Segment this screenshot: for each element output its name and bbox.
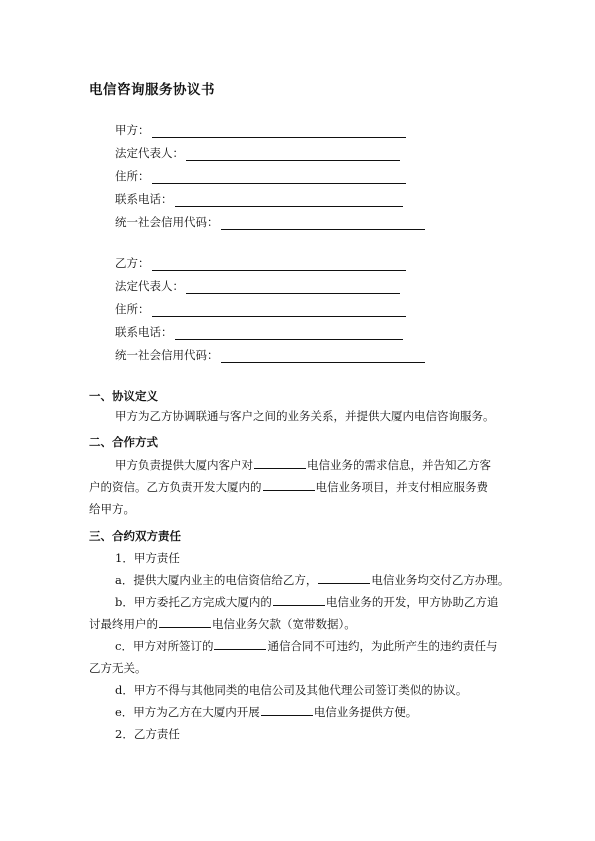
section3-heading: 三、合约双方责任 bbox=[89, 529, 181, 543]
section2-line2-a: 户的资信。乙方负责开发大厦内的 bbox=[89, 480, 262, 494]
party-b-address-label: 住所： bbox=[115, 302, 150, 316]
item-a-text-a: a．提供大厦内业主的电信资信给乙方， bbox=[115, 573, 318, 587]
party-a-address-blank[interactable] bbox=[152, 171, 406, 184]
document-title: 电信咨询服务协议书 bbox=[89, 82, 215, 98]
item-b1-text-b: 电信业务的开发，甲方协助乙方追 bbox=[325, 595, 499, 609]
party-b-address-blank[interactable] bbox=[152, 304, 406, 317]
party-a-rep-blank[interactable] bbox=[186, 148, 400, 161]
party-a-rep-field bbox=[115, 145, 400, 161]
section3-item-a bbox=[89, 569, 509, 591]
party-a-name-blank[interactable] bbox=[152, 125, 406, 138]
party-a-phone-blank[interactable] bbox=[175, 194, 403, 207]
section2-line1-b: 电信业务的需求信息，并告知乙方客 bbox=[307, 458, 491, 472]
section2-line2-b: 电信业务项目，并支付相应服务费 bbox=[315, 480, 488, 494]
party-a-address-label: 住所： bbox=[115, 169, 150, 183]
party-b-address-field bbox=[115, 301, 406, 317]
item-b2-text-b: 电信业务欠款（宽带数据）。 bbox=[212, 617, 356, 631]
section3-item-c-line1 bbox=[89, 635, 509, 657]
party-a-credit-label: 统一社会信用代码： bbox=[115, 215, 219, 229]
party-b-name-field bbox=[115, 255, 406, 271]
section3-sub1: 1．甲方责任 bbox=[115, 551, 180, 565]
section1-text: 甲方为乙方协调联通与客户之间的业务关系，并提供大厦内电信咨询服务。 bbox=[115, 409, 495, 423]
section2-line3: 给甲方。 bbox=[89, 502, 135, 516]
section2-line1-a: 甲方负责提供大厦内客户对 bbox=[115, 458, 253, 472]
party-b-rep-field bbox=[115, 278, 400, 294]
section1-body bbox=[89, 405, 509, 427]
party-b-phone-blank[interactable] bbox=[175, 327, 403, 340]
item-c1-blank[interactable] bbox=[214, 637, 266, 650]
item-b1-text-a: b．甲方委托乙方完成大厦内的 bbox=[115, 595, 272, 609]
section2-heading: 二、合作方式 bbox=[89, 435, 158, 449]
section3-item-c-line2: 乙方无关。 bbox=[89, 661, 147, 675]
party-b-rep-label: 法定代表人： bbox=[115, 279, 184, 293]
party-a-name-field bbox=[115, 122, 406, 138]
section3-body bbox=[89, 547, 509, 745]
section2-line1 bbox=[89, 454, 509, 476]
section2-body bbox=[89, 454, 509, 520]
party-b-name-label: 乙方： bbox=[115, 256, 150, 270]
party-b-credit-blank[interactable] bbox=[221, 350, 425, 363]
party-a-rep-label: 法定代表人： bbox=[115, 146, 184, 160]
party-a-phone-field bbox=[115, 191, 403, 207]
item-c1-text-b: 通信合同不可违约，为此所产生的违约责任与 bbox=[267, 639, 498, 653]
item-e-text-b: 电信业务提供方便。 bbox=[313, 705, 418, 719]
party-a-address-field bbox=[115, 168, 406, 184]
party-a-credit-field bbox=[115, 214, 425, 230]
party-b-name-blank[interactable] bbox=[152, 258, 406, 271]
party-b-credit-field bbox=[115, 347, 425, 363]
party-a-credit-blank[interactable] bbox=[221, 217, 425, 230]
section3-item-b-line1 bbox=[89, 591, 509, 613]
section3-item-b-line2 bbox=[89, 613, 509, 635]
item-e-blank[interactable] bbox=[261, 703, 313, 716]
item-a-blank[interactable] bbox=[318, 571, 370, 584]
section3-sub2: 2．乙方责任 bbox=[115, 727, 180, 741]
party-a-phone-label: 联系电话： bbox=[115, 192, 173, 206]
section2-line2 bbox=[89, 476, 509, 498]
party-b-rep-blank[interactable] bbox=[186, 281, 400, 294]
party-b-phone-field bbox=[115, 324, 403, 340]
section1-heading: 一、协议定义 bbox=[89, 389, 158, 403]
item-a-text-b: 电信业务均交付乙方办理。 bbox=[371, 573, 510, 587]
party-b-credit-label: 统一社会信用代码： bbox=[115, 348, 219, 362]
item-b1-blank[interactable] bbox=[273, 593, 325, 606]
party-b-phone-label: 联系电话： bbox=[115, 325, 173, 339]
item-b2-text-a: 讨最终用户的 bbox=[89, 617, 158, 631]
section2-blank1[interactable] bbox=[254, 456, 306, 469]
section2-blank2[interactable] bbox=[263, 478, 315, 491]
section3-item-e bbox=[89, 701, 509, 723]
party-a-name-label: 甲方： bbox=[115, 123, 150, 137]
item-b2-blank[interactable] bbox=[159, 615, 211, 628]
item-e-text-a: e．甲方为乙方在大厦内开展 bbox=[115, 705, 260, 719]
item-c1-text-a: c．甲方对所签订的 bbox=[115, 639, 214, 653]
section3-item-d: d．甲方不得与其他同类的电信公司及其他代理公司签订类似的协议。 bbox=[115, 683, 468, 697]
